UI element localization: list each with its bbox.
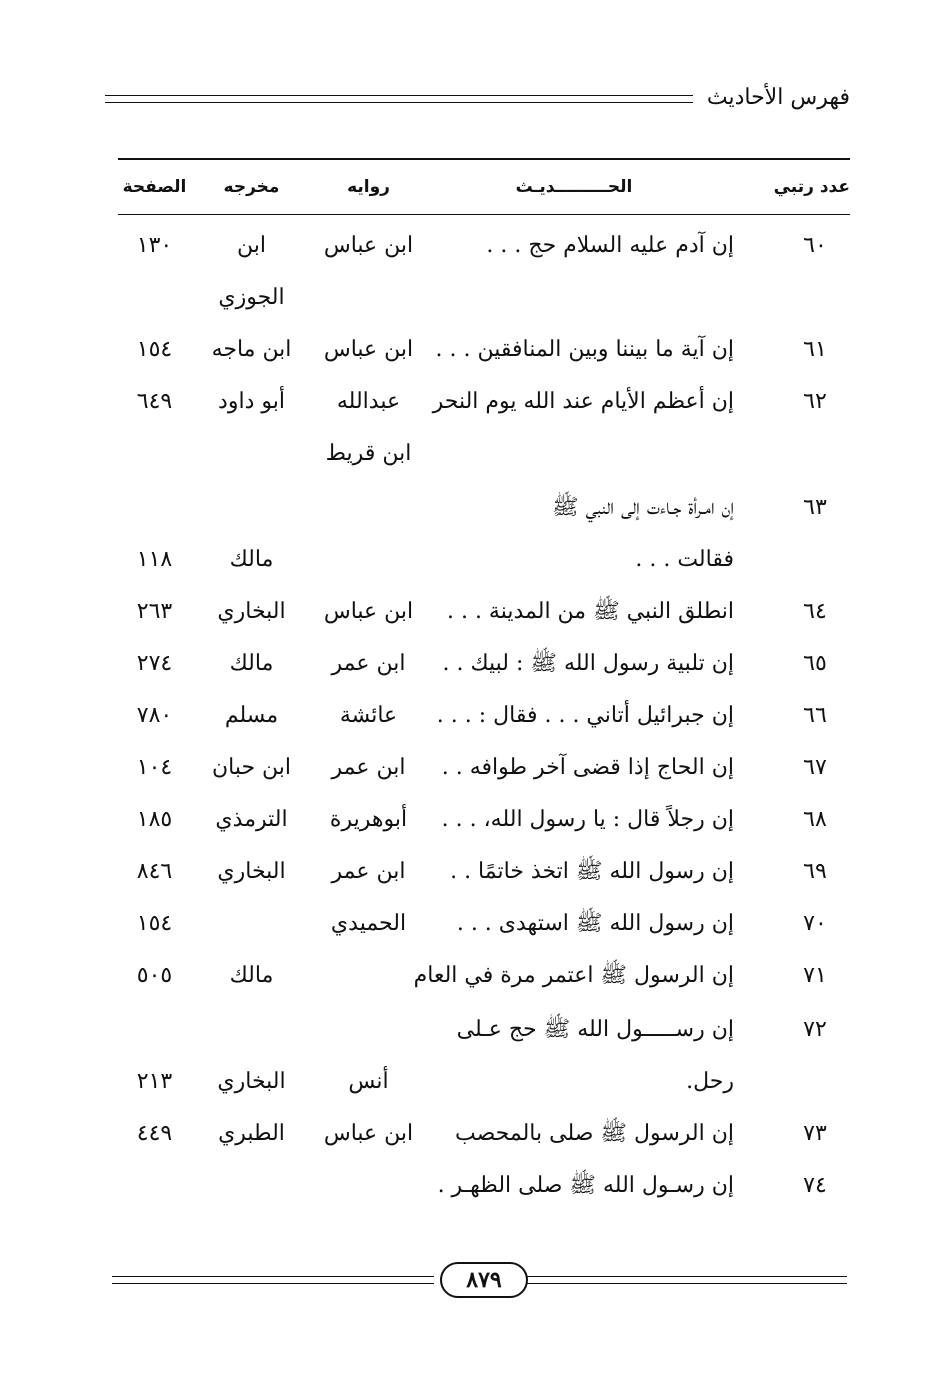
column-header-page: الصفحة xyxy=(122,177,187,197)
source: الترمذي xyxy=(215,807,288,832)
table-header-rule xyxy=(118,214,850,215)
table-row xyxy=(0,956,944,996)
narrator: أنس xyxy=(348,1069,389,1094)
hadith-text: إن امـرأة جـاءت إلى النبي ﷺ xyxy=(552,495,734,520)
hadith-text: إن رسول الله ﷺ استهدى . . . xyxy=(456,911,734,936)
page-ref: ٢١٣ xyxy=(136,1069,173,1094)
source: مالك xyxy=(229,651,274,676)
narrator: الحميدي xyxy=(330,911,407,936)
row-number: ٦٨ xyxy=(803,807,827,832)
column-header-hadith: الحـــــــــديـث xyxy=(515,177,633,197)
page-ref: ٤٤٩ xyxy=(136,1121,173,1146)
hadith-text: إن تلبية رسول الله ﷺ : لبيك . . xyxy=(442,651,734,676)
page-ref: ٢٧٤ xyxy=(136,651,173,676)
source: البخاري xyxy=(217,599,286,624)
page-ref: ١٨٥ xyxy=(136,807,173,832)
row-number: ٦٠ xyxy=(803,233,827,258)
row-number: ٦٤ xyxy=(803,599,827,624)
column-header-narrator: روايه xyxy=(347,177,390,197)
row-number: ٦٢ xyxy=(803,389,827,414)
source: ابن xyxy=(237,233,266,258)
table-row xyxy=(0,1114,944,1154)
table-row xyxy=(0,540,944,580)
hadith-text: انطلق النبي ﷺ من المدينة . . . xyxy=(446,599,734,624)
narrator: ابن عمر xyxy=(331,859,406,884)
table-row xyxy=(0,278,944,318)
hadith-text: إن رسول الله ﷺ اتخذ خاتمًا . . xyxy=(450,859,734,884)
table-row xyxy=(0,1166,944,1206)
column-header-number: عدد رتبي xyxy=(773,177,850,197)
row-number: ٧٢ xyxy=(803,1017,827,1042)
page-ref: ٥٠٥ xyxy=(136,963,173,988)
row-number: ٦٩ xyxy=(803,859,827,884)
hadith-text: إن الرسول ﷺ اعتمر مرة في العام xyxy=(413,963,734,988)
hadith-text: رحل. xyxy=(686,1069,734,1094)
hadith-text: فقالت . . . xyxy=(635,547,734,572)
table-row xyxy=(0,434,944,474)
page-ref: ١٣٠ xyxy=(136,233,173,258)
source: الجوزي xyxy=(218,285,285,310)
table-row xyxy=(0,748,944,788)
row-number: ٧٠ xyxy=(803,911,827,936)
footer-rule-left xyxy=(112,1276,434,1284)
page-ref: ١٥٤ xyxy=(136,911,173,936)
narrator: عبدالله xyxy=(336,389,401,414)
table-top-rule xyxy=(118,158,850,160)
row-number: ٦٣ xyxy=(803,495,827,520)
table-row xyxy=(0,488,944,528)
table-row xyxy=(0,800,944,840)
hadith-text: إن رسـول الله ﷺ صلى الظهـر . xyxy=(437,1173,734,1198)
hadith-text: إن رســـــول الله ﷺ حج عـلى xyxy=(456,1017,734,1042)
page-footer xyxy=(112,1262,847,1298)
hadith-text: إن أعظم الأيام عند الله يوم النحر xyxy=(432,389,734,414)
narrator: ابن عمر xyxy=(331,755,406,780)
source: مالك xyxy=(229,547,274,572)
hadith-text: إن الحاج إذا قضى آخر طوافه . . xyxy=(441,755,734,780)
source: البخاري xyxy=(217,859,286,884)
table-row xyxy=(0,696,944,736)
source: مسلم xyxy=(224,703,279,728)
table-row xyxy=(0,852,944,892)
table-row xyxy=(0,904,944,944)
source: ابن حبان xyxy=(211,755,292,780)
header-rule xyxy=(105,95,693,103)
page-ref: ١٠٤ xyxy=(136,755,173,780)
table-row xyxy=(0,330,944,370)
row-number: ٧٤ xyxy=(803,1173,827,1198)
page-number: ٨٧٩ xyxy=(440,1262,528,1298)
page-ref: ١٥٤ xyxy=(136,337,173,362)
hadith-text: إن آية ما بيننا وبين المنافقين . . . xyxy=(435,337,734,362)
narrator: ابن عباس xyxy=(323,599,414,624)
row-number: ٧١ xyxy=(803,963,827,988)
row-number: ٧٣ xyxy=(803,1121,827,1146)
source: مالك xyxy=(229,963,274,988)
row-number: ٦٥ xyxy=(803,651,827,676)
narrator: عائشة xyxy=(339,703,398,728)
source: الطبري xyxy=(218,1121,285,1146)
narrator: أبوهريرة xyxy=(329,807,408,832)
table-row xyxy=(0,1062,944,1102)
table-row xyxy=(0,226,944,266)
page-ref: ١١٨ xyxy=(136,547,173,572)
narrator: ابن عباس xyxy=(323,337,414,362)
narrator: ابن عباس xyxy=(323,233,414,258)
row-number: ٦٧ xyxy=(803,755,827,780)
table-row xyxy=(0,592,944,632)
table-row xyxy=(0,382,944,422)
page-ref: ٢٦٣ xyxy=(136,599,173,624)
source: أبو داود xyxy=(218,389,285,414)
source: ابن ماجه xyxy=(211,337,292,362)
footer-rule-right xyxy=(525,1276,847,1284)
narrator: ابن قريط xyxy=(325,441,412,466)
row-number: ٦٦ xyxy=(803,703,827,728)
row-number: ٦١ xyxy=(803,337,827,362)
page-ref: ٨٤٦ xyxy=(136,859,173,884)
page-ref: ٧٨٠ xyxy=(136,703,173,728)
narrator: ابن عمر xyxy=(331,651,406,676)
hadith-text: إن جبرائيل أتاني . . . فقال : . . . xyxy=(436,703,734,728)
hadith-text: إن الرسول ﷺ صلى بالمحصب xyxy=(455,1121,734,1146)
running-title: فهرس الأحاديث xyxy=(706,84,850,110)
source: البخاري xyxy=(217,1069,286,1094)
hadith-text: إن آدم عليه السلام حج . . . xyxy=(486,233,734,258)
column-header-source: مخرجه xyxy=(223,177,280,197)
table-row xyxy=(0,1010,944,1050)
narrator: ابن عباس xyxy=(323,1121,414,1146)
page-ref: ٦٤٩ xyxy=(136,389,173,414)
table-row xyxy=(0,644,944,684)
hadith-text: إن رجلاً قال : يا رسول الله، . . . xyxy=(441,807,734,832)
running-header xyxy=(105,82,850,112)
